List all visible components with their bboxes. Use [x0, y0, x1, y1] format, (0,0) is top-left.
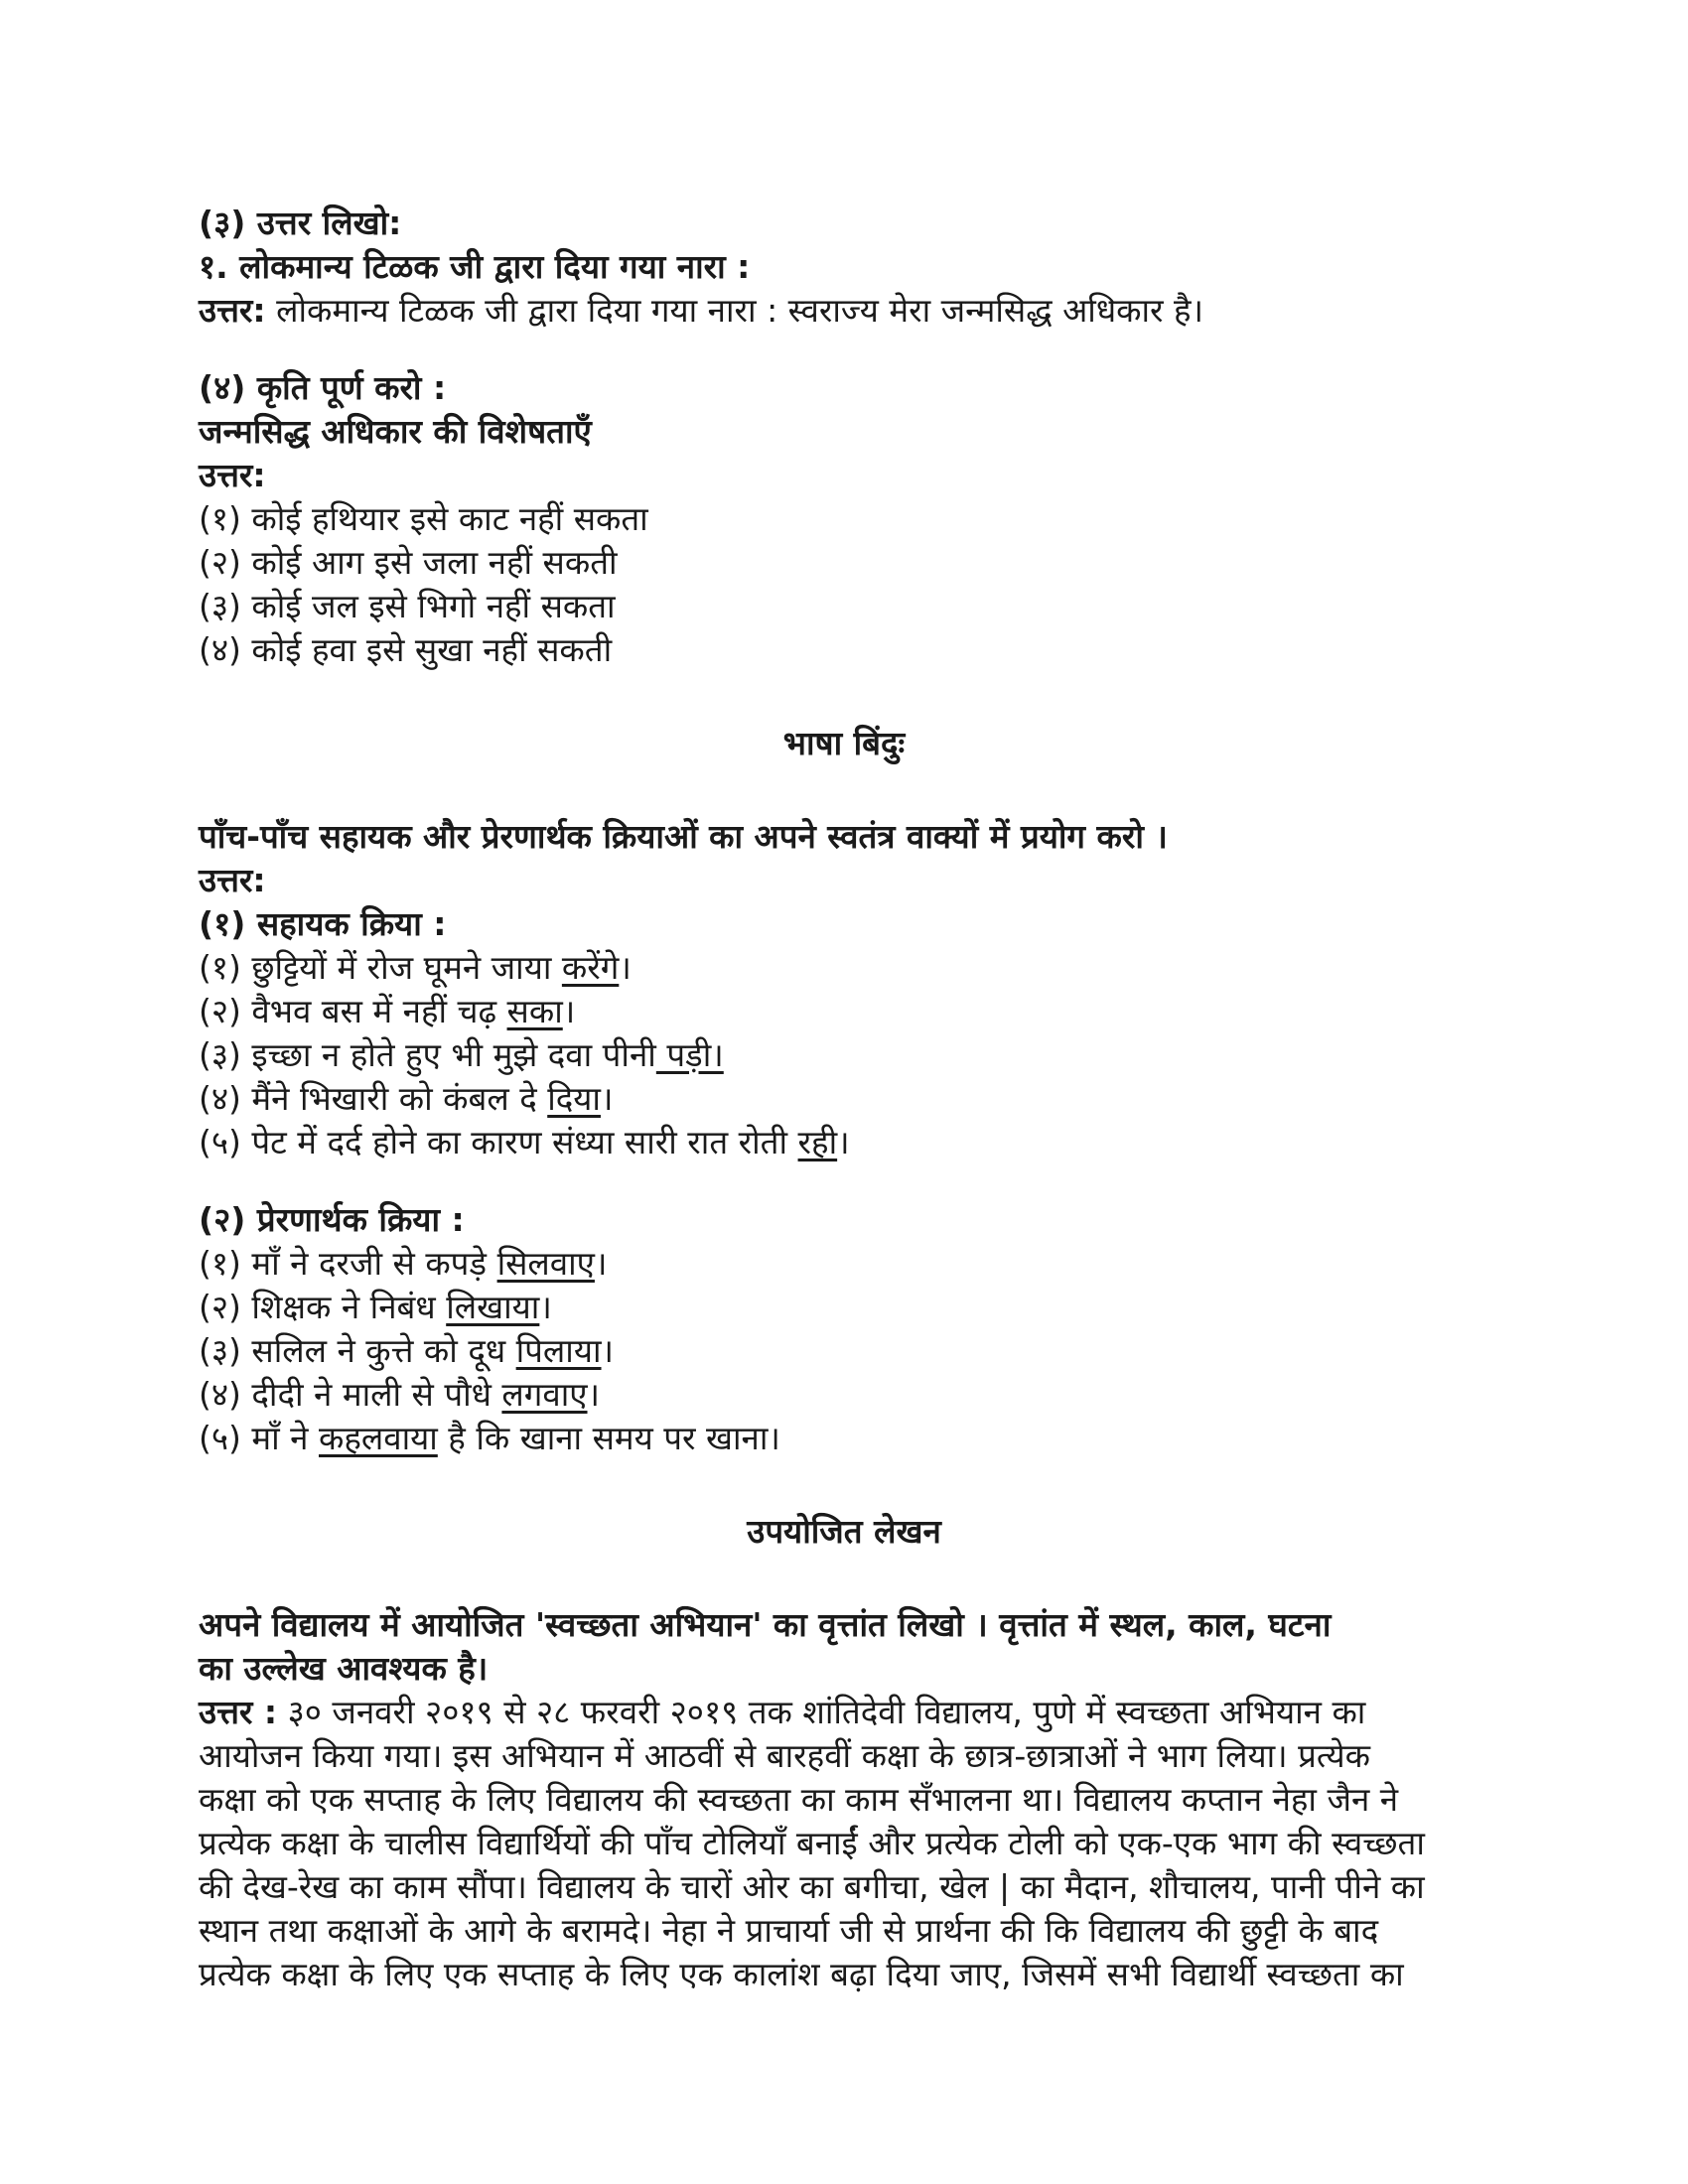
upayojit-answer-line: प्रत्येक कक्षा के चालीस विद्यार्थियों की पाँच टोलियाँ बनाईं और प्रत्येक टोली को एक-एक भाग की स्वच्छता [199, 1824, 1425, 1862]
list-item: (५) पेट में दर्द होने का कारण संध्या सारी रात रोती रही। [199, 1123, 850, 1161]
list-item: (१) माँ ने दरजी से कपड़े सिलवाए। [199, 1244, 608, 1283]
section3-heading: (३) उत्तर लिखो: [199, 204, 402, 242]
section3-question: १. लोकमान्य टिळक जी द्वारा दिया गया नारा : [199, 247, 751, 286]
list-item: (४) मैंने भिखारी को कंबल दे दिया। [199, 1079, 614, 1118]
upayojit-question-line: का उल्लेख आवश्यक है। [199, 1649, 489, 1688]
list-item: (४) दीदी ने माली से पौधे लगवाए। [199, 1375, 601, 1414]
answer-label: उत्तर : [199, 1693, 278, 1731]
upayojit-lekhan-title: उपयोजित लेखन [747, 1512, 941, 1551]
list-item: (४) कोई हवा इसे सुखा नहीं सकती [199, 630, 613, 669]
list-item: (३) कोई जल इसे भिगो नहीं सकता [199, 587, 616, 625]
list-item: (५) माँ ने कहलवाया है कि खाना समय पर खाना। [199, 1419, 780, 1457]
sahayak-heading: (१) सहायक क्रिया : [199, 904, 447, 943]
upayojit-question-line: अपने विद्यालय में आयोजित 'स्वच्छता अभियान' का वृत्तांत लिखो । वृत्तांत में स्थल, काल, घटना [199, 1605, 1332, 1644]
section4-answer-label: उत्तर: [199, 456, 266, 494]
list-item: (३) सलिल ने कुत्ते को दूध पिलाया। [199, 1331, 615, 1370]
list-item: (१) कोई हथियार इसे काट नहीं सकता [199, 499, 648, 538]
list-item: (२) कोई आग इसे जला नहीं सकती [199, 543, 618, 582]
underlined-verb: कहलवाया [318, 1419, 438, 1457]
underlined-verb: लगवाए [501, 1375, 588, 1414]
bhasha-question: पाँच-पाँच सहायक और प्रेरणार्थक क्रियाओं का अपने स्वतंत्र वाक्यों में प्रयोग करो । [199, 817, 1168, 856]
answer-label: उत्तर: [199, 291, 266, 330]
underlined-verb: रही [797, 1123, 838, 1161]
upayojit-answer-line: आयोजन किया गया। इस अभियान में आठवीं से बारहवीं कक्षा के छात्र-छात्राओं ने भाग लिया। प्रत्येक [199, 1736, 1370, 1775]
prernarthak-heading: (२) प्रेरणार्थक क्रिया : [199, 1200, 465, 1239]
upayojit-answer-line: उत्तर : ३० जनवरी २०१९ से २८ फरवरी २०१९ तक शांतिदेवी विद्यालय, पुणे में स्वच्छता अभियान का [199, 1693, 1366, 1731]
bhasha-answer-label: उत्तर: [199, 861, 266, 899]
list-item: (३) इच्छा न होते हुए भी मुझे दवा पीनी पड़ी। [199, 1035, 724, 1074]
section4-heading: (४) कृति पूर्ण करो : [199, 368, 447, 407]
upayojit-answer-line: स्थान तथा कक्षाओं के आगे के बरामदे। नेहा ने प्राचार्या जी से प्रार्थना की कि विद्यालय की छुट्टी के बाद [199, 1911, 1379, 1950]
list-item: (२) वैभव बस में नहीं चढ़ सका। [199, 992, 576, 1030]
section4-subheading: जन्मसिद्ध अधिकार की विशेषताएँ [199, 412, 592, 451]
underlined-verb: पिलाया [515, 1331, 602, 1370]
upayojit-answer-line: प्रत्येक कक्षा के लिए एक सप्ताह के लिए एक कालांश बढ़ा दिया जाए, जिसमें सभी विद्यार्थी स्वच्छता का [199, 1955, 1404, 1993]
underlined-verb: करेंगे [561, 948, 620, 987]
list-item: (१) छुट्टियों में रोज घूमने जाया करेंगे। [199, 948, 632, 987]
underlined-verb: लिखाया [446, 1288, 540, 1326]
answer-text: लोकमान्य टिळक जी द्वारा दिया गया नारा : स्वराज्य मेरा जन्मसिद्ध अधिकार है। [265, 291, 1204, 330]
upayojit-answer-line: कक्षा को एक सप्ताह के लिए विद्यालय की स्वच्छता का काम सँभालना था। विद्यालय कप्तान नेहा जैन ने [199, 1780, 1399, 1819]
underlined-verb: पड़ी। [655, 1035, 724, 1074]
upayojit-answer-line: की देख-रेख का काम सौंपा। विद्यालय के चारों ओर का बगीचा, खेल | का मैदान, शौचालय, पानी पीने का [199, 1867, 1425, 1906]
page-content [199, 202, 1489, 1996]
list-item: (२) शिक्षक ने निबंध लिखाया। [199, 1288, 552, 1326]
section3-answer [199, 289, 1489, 333]
underlined-verb: सिलवाए [496, 1244, 595, 1283]
underlined-verb: सका [506, 992, 563, 1030]
underlined-verb: दिया [547, 1079, 601, 1118]
bhasha-bindu-title: भाषा बिंदुः [782, 724, 906, 762]
